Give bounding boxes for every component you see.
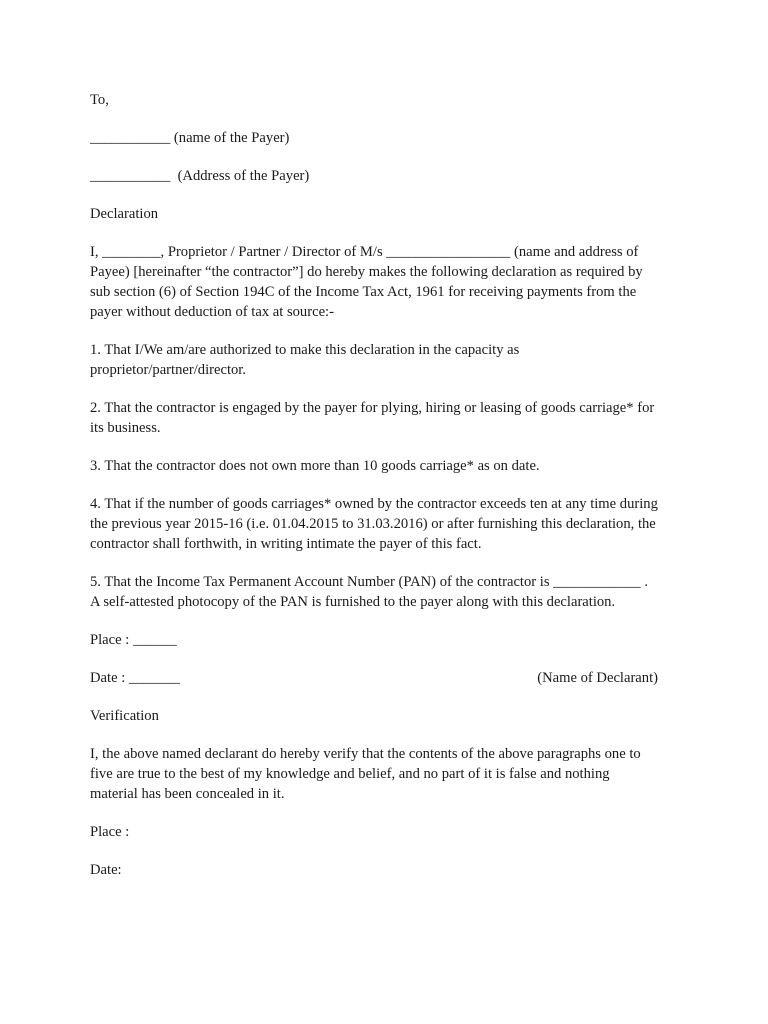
point-line: the previous year 2015-16 (i.e. 01.04.2015 to 31.03.2016) or after furnishing this declaration, the	[90, 516, 656, 532]
intro-paragraph	[90, 242, 690, 322]
point-line: 4. That if the number of goods carriages* owned by the contractor exceeds ten at any time during	[90, 496, 658, 512]
point-line: its business.	[90, 420, 161, 436]
intro-line: sub section (6) of Section 194C of the Income Tax Act, 1961 for receiving payments from the	[90, 284, 637, 300]
salutation: To,	[90, 92, 109, 108]
date-line: Date : _______	[90, 670, 180, 686]
verification-paragraph	[90, 744, 690, 804]
verification-place: Place :	[90, 824, 130, 840]
point-line: 1. That I/We am/are authorized to make this declaration in the capacity as	[90, 342, 520, 358]
intro-line: I, ________, Proprietor / Partner / Director of M/s _________________ (name and address of	[90, 244, 639, 260]
point-line: proprietor/partner/director.	[90, 362, 247, 378]
intro-line: Payee) [hereinafter “the contractor”] do hereby makes the following declaration as required by	[90, 264, 643, 280]
verification-line: I, the above named declarant do hereby verify that the contents of the above paragraphs one to	[90, 746, 641, 762]
verification-heading: Verification	[90, 708, 159, 724]
declaration-document	[90, 90, 690, 898]
verification-date: Date:	[90, 862, 122, 878]
payer-name-line: ___________ (name of the Payer)	[90, 130, 290, 146]
point-5	[90, 572, 690, 612]
verification-line: material has been concealed in it.	[90, 786, 285, 802]
intro-line: payer without deduction of tax at source:-	[90, 304, 334, 320]
place-line: Place : ______	[90, 632, 177, 648]
date-row	[90, 668, 658, 688]
point-4	[90, 494, 690, 554]
point-1	[90, 340, 690, 380]
point-line: 2. That the contractor is engaged by the payer for plying, hiring or leasing of goods carriage* for	[90, 400, 655, 416]
point-line: A self-attested photocopy of the PAN is furnished to the payer along with this declaration.	[90, 594, 616, 610]
point-line: 3. That the contractor does not own more than 10 goods carriage* as on date.	[90, 458, 540, 474]
point-line: contractor shall forthwith, in writing intimate the payer of this fact.	[90, 536, 482, 552]
declarant-name: (Name of Declarant)	[537, 670, 658, 686]
declaration-heading: Declaration	[90, 206, 159, 222]
point-3	[90, 456, 690, 476]
payer-address-line: ___________ (Address of the Payer)	[90, 168, 310, 184]
point-2	[90, 398, 690, 438]
point-line: 5. That the Income Tax Permanent Account Number (PAN) of the contractor is ____________ .	[90, 574, 649, 590]
verification-line: five are true to the best of my knowledge and belief, and no part of it is false and nothing	[90, 766, 610, 782]
